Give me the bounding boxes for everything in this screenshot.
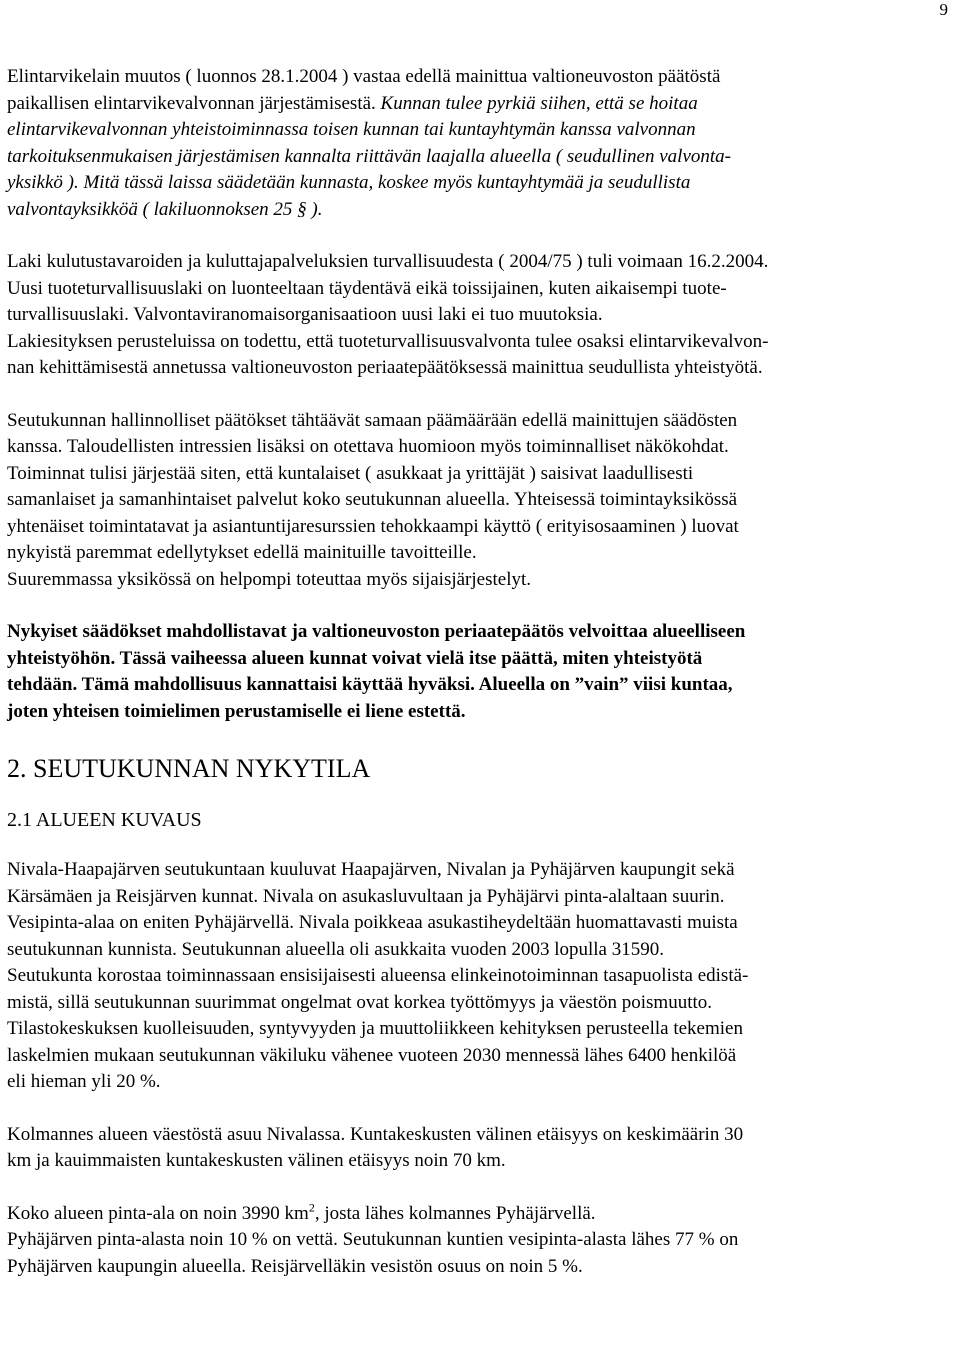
- text-line: kanssa. Taloudellisten intressien lisäksi on otettava huomioon myös toiminnalliset näkökohdat.: [7, 436, 729, 457]
- paragraph-product-safety: [7, 249, 953, 382]
- paragraph-surface-area: [7, 1201, 953, 1281]
- paragraph-administration: [7, 408, 953, 594]
- text-line: seutukunnan kunnista. Seutukunnan alueella oli asukkaita vuoden 2003 lopulla 31590.: [7, 938, 664, 960]
- paragraph-population: [7, 1122, 953, 1175]
- text-line: [7, 91, 953, 118]
- italic-segment: Kunnan tulee pyrkiä siihen, että se hoitaa: [380, 92, 698, 114]
- text-line: Uusi tuoteturvallisuuslaki on luonteeltaan täydentävä eikä toissijainen, kuten aikaisempi tuote-: [7, 277, 727, 299]
- bold-line: Nykyiset säädökset mahdollistavat ja valtioneuvoston periaatepäätös velvoittaa alueelliseen: [7, 621, 746, 642]
- text-segment: , josta lähes kolmannes Pyhäjärvellä.: [314, 1202, 596, 1224]
- text-line: km ja kauimmaisten kuntakeskusten välinen etäisyys noin 70 km.: [7, 1150, 506, 1171]
- text-line: yhtenäiset toimintatavat ja asiantuntijaresurssien tehokkaampi käyttö ( erityisosaaminen ) luovat: [7, 515, 739, 537]
- paragraph-area-description: [7, 857, 953, 1096]
- text-line: nykyistä paremmat edellytykset edellä mainituille tavoitteille.: [7, 542, 477, 563]
- text-line: Seutukunta korostaa toiminnassaan ensisijaisesti alueensa elinkeinotoiminnan tasapuolista edistä-: [7, 965, 749, 986]
- text-line: Seutukunnan hallinnolliset päätökset tähtäävät samaan päämäärään edellä mainittujen säädösten: [7, 409, 738, 431]
- text-line: Pyhäjärven kaupungin alueella. Reisjärvelläkin vesistön osuus on noin 5 %.: [7, 1255, 583, 1277]
- text-segment: Koko alueen pinta-ala on noin 3990 km: [7, 1202, 309, 1224]
- italic-line: elintarvikevalvonnan yhteistoiminnassa toisen kunnan tai kuntayhtymän kanssa valvonnan: [7, 119, 696, 140]
- subsection-heading: 2.1 ALUEEN KUVAUS: [7, 809, 202, 831]
- text-line: Nivala-Haapajärven seutukuntaan kuuluvat Haapajärven, Nivalan ja Pyhäjärven kaupungit sekä: [7, 859, 735, 880]
- text-line: eli hieman yli 20 %.: [7, 1071, 161, 1092]
- text-line: mistä, sillä seutukunnan suurimmat ongelmat ovat korkea työttömyys ja väestön poismuutto.: [7, 991, 713, 1013]
- paragraph-food-law: [7, 64, 953, 223]
- text-line: Laki kulutustavaroiden ja kuluttajapalveluksien turvallisuudesta ( 2004/75 ) tuli voimaan 16.2.2004.: [7, 251, 769, 272]
- text-line: Tilastokeskuksen kuolleisuuden, syntyvyyden ja muuttoliikkeen kehityksen perusteella tekemien: [7, 1018, 743, 1039]
- text-line: Vesipinta-alaa on eniten Pyhäjärvellä. Nivala poikkeaa asukastiheydeltään huomattavasti muista: [7, 912, 738, 933]
- text-line: Kolmannes alueen väestöstä asuu Nivalassa. Kuntakeskusten välinen etäisyys on keskimäärin 30: [7, 1123, 744, 1145]
- page-number: 9: [939, 0, 948, 19]
- text-line: laskelmien mukaan seutukunnan väkiluku vähenee vuoteen 2030 mennessä lähes 6400 henkilöä: [7, 1044, 737, 1066]
- bold-line: tehdään. Tämä mahdollisuus kannattaisi käyttää hyväksi. Alueella on ”vain” viisi kuntaa,: [7, 674, 733, 695]
- text-segment: paikallisen elintarvikevalvonnan järjestämisestä.: [7, 92, 381, 114]
- text-line: Suuremmassa yksikössä on helpompi toteuttaa myös sijaisjärjestelyt.: [7, 568, 532, 590]
- section-heading: 2. SEUTUKUNNAN NYKYTILA: [7, 754, 371, 783]
- italic-line: valvontayksikköä ( lakiluonnoksen 25 § ).: [7, 198, 323, 220]
- text-line: nan kehittämisestä annetussa valtioneuvoston periaatepäätöksessä mainittua seudullista yhteistyötä.: [7, 357, 763, 378]
- text-line: Lakiesityksen perusteluissa on todettu, että tuoteturvallisuusvalvonta tulee osaksi elintarvikevalvon-: [7, 330, 769, 352]
- italic-line: yksikkö ). Mitä tässä laissa säädetään kunnasta, koskee myös kuntayhtymää ja seudullista: [7, 172, 691, 193]
- paragraph-regional-cooperation: [7, 619, 953, 725]
- text-line: Elintarvikelain muutos ( luonnos 28.1.2004 ) vastaa edellä mainittua valtioneuvoston päätöstä: [7, 66, 721, 87]
- text-line: samanlaiset ja samanhintaiset palvelut koko seutukunnan alueella. Yhteisessä toimintayksikössä: [7, 489, 738, 510]
- bold-line: yhteistyöhön. Tässä vaiheessa alueen kunnat voivat vielä itse päättä, miten yhteistyötä: [7, 647, 703, 669]
- text-line: [7, 1201, 953, 1228]
- text-line: Toiminnat tulisi järjestää siten, että kuntalaiset ( asukkaat ja yrittäjät ) saisivat laadullisesti: [7, 462, 694, 484]
- text-line: turvallisuuslaki. Valvontaviranomaisorganisaatioon uusi laki ei tuo muutoksia.: [7, 304, 603, 325]
- bold-line: joten yhteisen toimielimen perustamiselle ei liene estettä.: [7, 700, 466, 722]
- italic-line: tarkoituksenmukaisen järjestämisen kannalta riittävän laajalla alueella ( seudullinen valvonta-: [7, 145, 731, 167]
- document-body: [7, 64, 953, 1280]
- text-line: Pyhäjärven pinta-alasta noin 10 % on vettä. Seutukunnan kuntien vesipinta-alasta lähes 77 % on: [7, 1229, 739, 1250]
- superscript: 2: [308, 1200, 315, 1215]
- text-line: Kärsämäen ja Reisjärven kunnat. Nivala on asukasluvultaan ja Pyhäjärvi pinta-alaltaan suurin.: [7, 885, 725, 907]
